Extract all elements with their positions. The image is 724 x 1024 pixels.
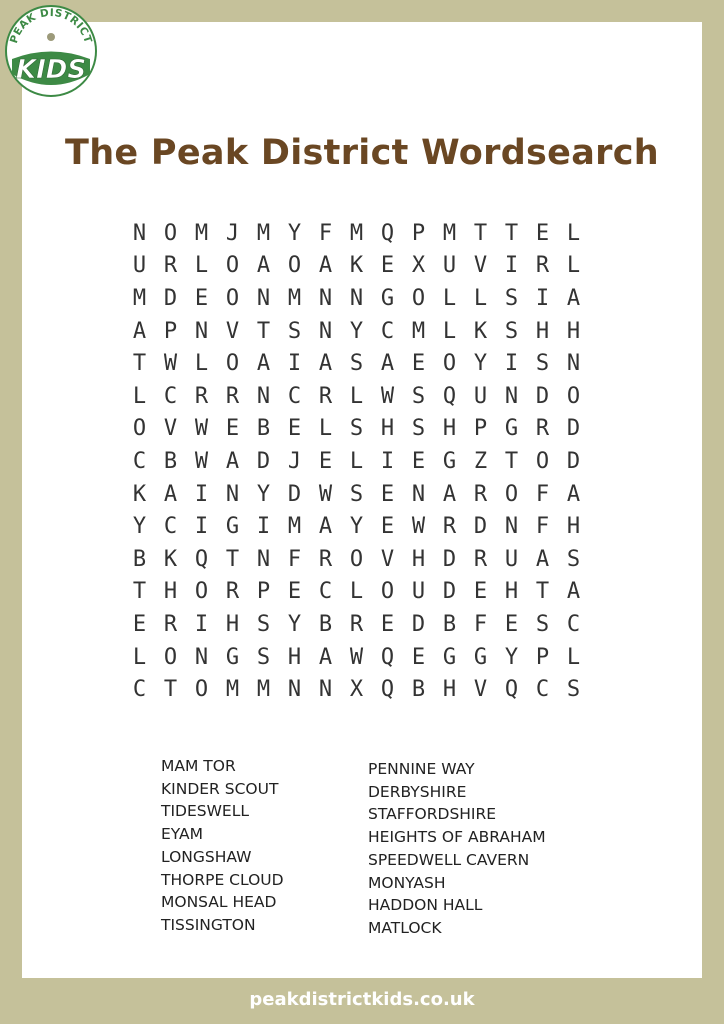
grid-letter[interactable]: A — [380, 351, 395, 377]
grid-letter[interactable]: M — [349, 220, 364, 246]
grid-letter[interactable]: C — [132, 448, 147, 474]
grid-letter[interactable]: O — [194, 677, 209, 703]
grid-letter[interactable]: B — [411, 677, 426, 703]
grid-letter[interactable]: D — [566, 448, 581, 474]
grid-letter[interactable]: N — [287, 677, 302, 703]
grid-letter[interactable]: O — [411, 285, 426, 311]
word-list-item: PENNINE WAY — [368, 760, 475, 778]
grid-letter[interactable]: N — [504, 514, 519, 540]
grid-letter[interactable]: M — [194, 220, 209, 246]
grid-letter[interactable]: O — [163, 644, 178, 670]
grid-letter[interactable]: A — [442, 481, 457, 507]
word-list-left — [161, 755, 284, 937]
grid-letter[interactable]: S — [566, 677, 581, 703]
grid-letter[interactable]: S — [256, 611, 271, 637]
grid-letter[interactable]: N — [318, 318, 333, 344]
grid-letter[interactable]: I — [535, 285, 550, 311]
grid-letter[interactable]: C — [535, 677, 550, 703]
grid-letter[interactable]: A — [256, 351, 271, 377]
grid-letter[interactable]: W — [318, 481, 333, 507]
grid-letter[interactable]: T — [504, 220, 519, 246]
grid-letter[interactable]: C — [163, 383, 178, 409]
grid-letter[interactable]: O — [132, 416, 147, 442]
grid-letter[interactable]: N — [256, 383, 271, 409]
word-list-item: STAFFORDSHIRE — [368, 805, 497, 824]
grid-letter[interactable]: S — [535, 611, 550, 637]
grid-letter[interactable]: A — [163, 481, 178, 507]
grid-letter[interactable]: A — [566, 579, 581, 605]
grid-letter[interactable]: Y — [287, 220, 302, 246]
grid-letter[interactable]: F — [535, 514, 550, 540]
grid-letter[interactable]: A — [535, 546, 550, 572]
grid-letter[interactable]: M — [256, 677, 271, 703]
grid-letter[interactable]: E — [318, 448, 333, 474]
grid-letter[interactable]: D — [411, 611, 426, 637]
grid-letter[interactable]: O — [380, 579, 395, 605]
grid-letter[interactable]: E — [225, 416, 240, 442]
grid-letter[interactable]: V — [473, 677, 488, 703]
grid-letter[interactable]: B — [256, 416, 271, 442]
grid-letter[interactable]: H — [225, 611, 240, 637]
grid-letter[interactable]: N — [566, 351, 581, 377]
grid-letter[interactable]: C — [132, 677, 147, 703]
grid-letter[interactable]: Y — [349, 318, 364, 344]
grid-letter[interactable]: R — [225, 383, 240, 409]
grid-letter[interactable]: N — [256, 285, 271, 311]
grid-letter[interactable]: I — [194, 611, 209, 637]
grid-letter[interactable]: W — [380, 383, 395, 409]
grid-letter[interactable]: D — [163, 285, 178, 311]
grid-letter[interactable]: O — [535, 448, 550, 474]
word-list-item: MONSAL HEAD — [161, 893, 277, 912]
grid-letter[interactable]: I — [194, 514, 209, 540]
grid-letter[interactable]: F — [318, 220, 333, 246]
grid-letter[interactable]: N — [225, 481, 240, 507]
grid-letter[interactable]: O — [504, 481, 519, 507]
grid-letter[interactable]: O — [225, 253, 240, 279]
grid-letter[interactable]: Y — [473, 351, 488, 377]
grid-letter[interactable]: G — [442, 448, 457, 474]
grid-letter[interactable]: P — [256, 579, 271, 605]
grid-letter[interactable]: S — [411, 416, 426, 442]
grid-letter[interactable]: H — [380, 416, 395, 442]
grid-letter[interactable]: M — [411, 318, 426, 344]
grid-letter[interactable]: W — [349, 644, 364, 670]
grid-letter[interactable]: N — [256, 546, 271, 572]
grid-letter[interactable]: L — [442, 318, 457, 344]
word-list-item: DERBYSHIRE — [368, 782, 467, 801]
grid-letter[interactable]: N — [194, 644, 209, 670]
logo-main-text: KIDS — [15, 55, 87, 85]
grid-letter[interactable]: E — [194, 285, 209, 311]
grid-letter[interactable]: P — [535, 644, 550, 670]
grid-letter[interactable]: N — [349, 285, 364, 311]
word-list-item: KINDER SCOUT — [161, 779, 279, 798]
grid-letter[interactable]: H — [411, 546, 426, 572]
grid-letter[interactable]: G — [380, 285, 395, 311]
grid-letter[interactable]: M — [287, 285, 302, 311]
grid-letter[interactable]: R — [442, 514, 457, 540]
grid-letter[interactable]: D — [442, 579, 457, 605]
grid-letter[interactable]: H — [287, 644, 302, 670]
grid-letter[interactable]: U — [504, 546, 519, 572]
grid-letter[interactable]: A — [225, 448, 240, 474]
grid-letter[interactable]: R — [473, 546, 488, 572]
grid-letter[interactable]: D — [473, 514, 488, 540]
word-list-item: TIDESWELL — [161, 802, 249, 821]
grid-letter[interactable]: K — [473, 318, 488, 344]
grid-letter[interactable]: C — [566, 611, 581, 637]
grid-letter[interactable]: Z — [473, 448, 488, 474]
grid-letter[interactable]: E — [287, 416, 302, 442]
grid-letter[interactable]: Y — [349, 514, 364, 540]
grid-letter[interactable]: U — [132, 253, 147, 279]
grid-letter[interactable]: A — [318, 644, 333, 670]
word-list-item: TISSINGTON — [161, 915, 256, 934]
grid-letter[interactable]: B — [318, 611, 333, 637]
grid-letter[interactable]: O — [287, 253, 302, 279]
grid-letter[interactable]: F — [473, 611, 488, 637]
grid-letter[interactable]: B — [163, 448, 178, 474]
grid-letter[interactable]: K — [132, 481, 147, 507]
grid-letter[interactable]: K — [349, 253, 364, 279]
grid-letter[interactable]: H — [566, 514, 581, 540]
grid-letter[interactable]: N — [318, 285, 333, 311]
grid-letter[interactable]: V — [225, 318, 240, 344]
grid-letter[interactable]: O — [442, 351, 457, 377]
grid-letter[interactable]: X — [411, 253, 426, 279]
grid-letter[interactable]: A — [256, 253, 271, 279]
word-list-item: EYAM — [161, 825, 204, 844]
grid-letter[interactable]: T — [504, 448, 519, 474]
grid-letter[interactable]: J — [225, 220, 240, 246]
grid-letter[interactable]: G — [473, 644, 488, 670]
grid-letter[interactable]: P — [411, 220, 426, 246]
grid-letter[interactable]: I — [287, 351, 302, 377]
page-title: The Peak District Wordsearch — [65, 133, 659, 173]
grid-letter[interactable]: I — [194, 481, 209, 507]
grid-letter[interactable]: H — [535, 318, 550, 344]
grid-letter[interactable]: E — [287, 579, 302, 605]
grid-letter[interactable]: U — [442, 253, 457, 279]
grid-letter[interactable]: M — [225, 677, 240, 703]
grid-letter[interactable]: M — [256, 220, 271, 246]
grid-letter[interactable]: M — [132, 285, 147, 311]
grid-letter[interactable]: Q — [380, 220, 395, 246]
grid-letter[interactable]: N — [132, 220, 147, 246]
grid-letter[interactable]: Q — [442, 383, 457, 409]
grid-letter[interactable]: Y — [256, 481, 271, 507]
grid-letter[interactable]: E — [535, 220, 550, 246]
grid-letter[interactable]: H — [442, 677, 457, 703]
wordsearch-grid — [124, 217, 589, 706]
grid-letter[interactable]: R — [535, 416, 550, 442]
grid-letter[interactable]: D — [535, 383, 550, 409]
grid-letter[interactable]: U — [411, 579, 426, 605]
grid-letter[interactable]: S — [287, 318, 302, 344]
grid-letter[interactable]: E — [473, 579, 488, 605]
grid-letter[interactable]: R — [318, 546, 333, 572]
website-url: peakdistrictkids.co.uk — [249, 989, 475, 1010]
grid-letter[interactable]: S — [349, 351, 364, 377]
grid-letter[interactable]: C — [163, 514, 178, 540]
grid-letter[interactable]: P — [163, 318, 178, 344]
grid-letter[interactable]: Q — [504, 677, 519, 703]
word-list-item: SPEEDWELL CAVERN — [368, 850, 530, 869]
grid-letter[interactable]: O — [163, 220, 178, 246]
grid-letter[interactable]: T — [132, 351, 147, 377]
grid-letter[interactable]: R — [473, 481, 488, 507]
grid-letter[interactable]: I — [256, 514, 271, 540]
grid-letter[interactable]: L — [442, 285, 457, 311]
grid-letter[interactable]: P — [473, 416, 488, 442]
grid-letter[interactable]: I — [504, 351, 519, 377]
grid-letter[interactable]: N — [194, 318, 209, 344]
grid-letter[interactable]: W — [194, 448, 209, 474]
grid-letter[interactable]: E — [132, 611, 147, 637]
logo-top-text: PEAK DISTRICT — [7, 6, 95, 45]
grid-letter[interactable]: G — [504, 416, 519, 442]
grid-letter[interactable]: T — [132, 579, 147, 605]
grid-letter[interactable]: D — [256, 448, 271, 474]
word-list-item: THORPE CLOUD — [161, 870, 284, 889]
grid-letter[interactable]: L — [132, 383, 147, 409]
grid-letter[interactable]: L — [349, 448, 364, 474]
grid-letter[interactable]: Q — [194, 546, 209, 572]
grid-letter[interactable]: O — [566, 383, 581, 409]
grid-letter[interactable]: K — [163, 546, 178, 572]
grid-letter[interactable]: G — [225, 644, 240, 670]
grid-letter[interactable]: T — [256, 318, 271, 344]
word-list-item: MAM TOR — [161, 757, 236, 775]
grid-letter[interactable]: E — [380, 481, 395, 507]
grid-letter[interactable]: G — [225, 514, 240, 540]
word-list-item: LONGSHAW — [161, 847, 252, 866]
grid-letter[interactable]: G — [442, 644, 457, 670]
grid-letter[interactable]: R — [194, 383, 209, 409]
grid-letter[interactable]: H — [566, 318, 581, 344]
grid-letter[interactable]: F — [535, 481, 550, 507]
grid-letter[interactable]: O — [225, 285, 240, 311]
grid-letter[interactable]: U — [473, 383, 488, 409]
grid-letter[interactable]: X — [349, 677, 364, 703]
peak-district-kids-logo — [4, 4, 98, 98]
grid-letter[interactable]: L — [194, 351, 209, 377]
grid-letter[interactable]: E — [380, 514, 395, 540]
grid-letter[interactable]: B — [442, 611, 457, 637]
grid-letter[interactable]: E — [504, 611, 519, 637]
grid-letter[interactable]: M — [442, 220, 457, 246]
grid-letter[interactable]: L — [566, 220, 581, 246]
grid-letter[interactable]: O — [349, 546, 364, 572]
grid-letter[interactable]: O — [225, 351, 240, 377]
grid-letter[interactable]: D — [287, 481, 302, 507]
grid-letter[interactable]: L — [349, 383, 364, 409]
grid-letter[interactable]: R — [163, 253, 178, 279]
word-list-item: HADDON HALL — [368, 896, 483, 915]
grid-letter[interactable]: B — [132, 546, 147, 572]
grid-letter[interactable]: R — [318, 383, 333, 409]
word-list-item: HEIGHTS OF ABRAHAM — [368, 828, 546, 847]
grid-letter[interactable]: W — [163, 351, 178, 377]
grid-letter[interactable]: N — [504, 383, 519, 409]
grid-letter[interactable]: S — [566, 546, 581, 572]
grid-letter[interactable]: Y — [132, 514, 147, 540]
grid-letter[interactable]: E — [411, 351, 426, 377]
grid-letter[interactable]: R — [535, 253, 550, 279]
grid-letter[interactable]: R — [225, 579, 240, 605]
grid-letter[interactable]: H — [163, 579, 178, 605]
grid-letter[interactable]: T — [225, 546, 240, 572]
grid-letter[interactable]: I — [380, 448, 395, 474]
grid-letter[interactable]: R — [163, 611, 178, 637]
grid-letter[interactable]: S — [349, 481, 364, 507]
grid-letter[interactable]: O — [194, 579, 209, 605]
grid-letter[interactable]: Y — [504, 644, 519, 670]
grid-letter[interactable]: V — [163, 416, 178, 442]
grid-letter[interactable]: W — [194, 416, 209, 442]
grid-letter[interactable]: L — [132, 644, 147, 670]
grid-letter[interactable]: R — [349, 611, 364, 637]
grid-letter[interactable]: C — [287, 383, 302, 409]
grid-letter[interactable]: T — [473, 220, 488, 246]
grid-letter[interactable]: D — [442, 546, 457, 572]
word-list-right — [368, 758, 546, 940]
grid-letter[interactable]: L — [566, 644, 581, 670]
grid-letter[interactable]: V — [380, 546, 395, 572]
grid-letter[interactable]: E — [411, 644, 426, 670]
grid-letter[interactable]: S — [411, 383, 426, 409]
grid-letter[interactable]: L — [473, 285, 488, 311]
word-list-item: MATLOCK — [368, 918, 442, 937]
grid-letter[interactable]: D — [566, 416, 581, 442]
grid-letter[interactable]: V — [473, 253, 488, 279]
grid-letter[interactable]: A — [566, 285, 581, 311]
grid-letter[interactable]: L — [566, 253, 581, 279]
grid-letter[interactable]: J — [287, 448, 302, 474]
grid-letter[interactable]: T — [163, 677, 178, 703]
grid-letter[interactable]: Q — [380, 677, 395, 703]
grid-letter[interactable]: T — [535, 579, 550, 605]
grid-letter[interactable]: L — [318, 416, 333, 442]
grid-letter[interactable]: A — [318, 351, 333, 377]
grid-letter[interactable]: M — [287, 514, 302, 540]
grid-letter[interactable]: C — [318, 579, 333, 605]
grid-letter[interactable]: F — [287, 546, 302, 572]
grid-letter[interactable]: N — [411, 481, 426, 507]
grid-letter[interactable]: E — [411, 448, 426, 474]
grid-letter[interactable]: C — [380, 318, 395, 344]
grid-letter[interactable]: I — [504, 253, 519, 279]
word-list-item: MONYASH — [368, 873, 446, 892]
grid-letter[interactable]: L — [194, 253, 209, 279]
grid-letter[interactable]: A — [566, 481, 581, 507]
grid-letter[interactable]: Q — [380, 644, 395, 670]
grid-letter[interactable]: A — [132, 318, 147, 344]
grid-letter[interactable]: L — [349, 579, 364, 605]
grid-letter[interactable]: Y — [287, 611, 302, 637]
grid-letter[interactable]: S — [256, 644, 271, 670]
grid-letter[interactable]: S — [535, 351, 550, 377]
grid-letter[interactable]: H — [442, 416, 457, 442]
grid-letter[interactable]: W — [411, 514, 426, 540]
grid-letter[interactable]: A — [318, 253, 333, 279]
grid-letter[interactable]: A — [318, 514, 333, 540]
grid-letter[interactable]: E — [380, 253, 395, 279]
grid-letter[interactable]: S — [349, 416, 364, 442]
grid-letter[interactable]: S — [504, 318, 519, 344]
grid-letter[interactable]: S — [504, 285, 519, 311]
grid-letter[interactable]: N — [318, 677, 333, 703]
grid-letter[interactable]: H — [504, 579, 519, 605]
grid-letter[interactable]: E — [380, 611, 395, 637]
